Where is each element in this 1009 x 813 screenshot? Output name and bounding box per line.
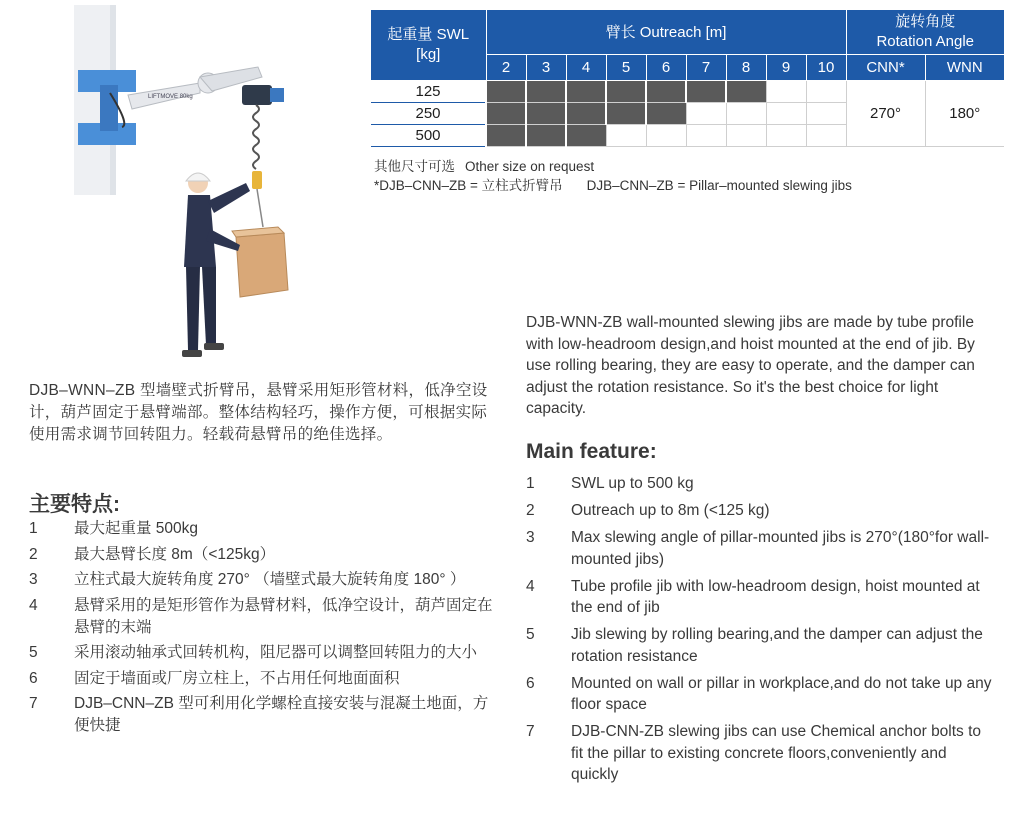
feature-text: 采用滚动轴承式回转机构，阻尼器可以调整回转阻力的大小 (74, 644, 478, 661)
wnn-rotation-angle: 180° (925, 80, 1004, 146)
outreach-tick: 4 (566, 54, 606, 80)
feature-item (526, 624, 996, 667)
cardboard-box (236, 233, 288, 297)
feature-item (526, 673, 996, 716)
outreach-cell-filled (686, 80, 726, 102)
outreach-cell-filled (566, 124, 606, 146)
swl-value: 125 (371, 80, 486, 102)
feature-number: 7 (526, 723, 535, 740)
feature-item (29, 595, 499, 639)
feature-number: 5 (29, 644, 38, 661)
swl-value: 250 (371, 102, 486, 124)
outreach-cell-filled (486, 102, 526, 124)
outreach-cell-empty (726, 102, 766, 124)
outreach-cell-empty (766, 80, 806, 102)
feature-text: Tube profile jib with low-headroom design, hoist mounted at the end of jib (571, 577, 980, 616)
outreach-cell-filled (606, 80, 646, 102)
feature-text: 最大悬臂长度 8m（<125kg） (74, 545, 276, 563)
outreach-cell-filled (526, 102, 566, 124)
feature-item (29, 518, 499, 540)
feature-item (526, 527, 996, 570)
outreach-cell-empty (766, 124, 806, 146)
outreach-tick: 5 (606, 54, 646, 80)
swl-header: 起重量 SWL [kg] (371, 10, 486, 80)
outreach-cell-filled (486, 80, 526, 102)
feature-text: Max slewing angle of pillar-mounted jibs is 270°(180°for wall-mounted jibs) (571, 529, 990, 568)
features-heading-chinese: 主要特点: (29, 493, 120, 516)
intro-chinese: DJB–WNN–ZB 型墙壁式折臂吊，悬臂采用矩形管材料，低净空设计，葫芦固定于悬臂端部。整体结构轻巧，操作方便，可根据实际使用需求调节回转阻力。轻载荷悬臂吊的绝佳选择。 (29, 382, 488, 443)
swl-value: 500 (371, 124, 486, 146)
feature-item (526, 473, 996, 495)
features-list-chinese (29, 518, 499, 741)
feature-item (526, 721, 996, 786)
outreach-cell-empty (806, 102, 846, 124)
features-heading-english: Main feature: (526, 440, 657, 463)
feature-text: Outreach up to 8m (<125 kg) (571, 502, 770, 519)
feature-number: 1 (29, 520, 38, 537)
feature-number: 5 (526, 626, 535, 643)
feature-item (29, 642, 499, 664)
feature-number: 7 (29, 695, 38, 712)
outreach-cell-filled (726, 80, 766, 102)
outreach-cell-empty (806, 124, 846, 146)
feature-text: 立柱式最大旋转角度 270° （墙壁式最大旋转角度 180° ） (74, 571, 466, 588)
rotation-angle-header: 旋转角度 Rotation Angle (846, 10, 1004, 54)
feature-text: 固定于墙面或厂房立柱上，不占用任何地面面积 (74, 669, 400, 687)
outreach-cell-filled (526, 80, 566, 102)
outreach-cell-filled (526, 124, 566, 146)
feature-item (29, 544, 499, 566)
feature-number: 2 (29, 545, 38, 563)
outreach-cell-filled (566, 80, 606, 102)
feature-number: 4 (29, 596, 38, 614)
feature-item (526, 500, 996, 522)
outreach-header: 臂长 Outreach [m] (486, 10, 846, 54)
outreach-tick: 2 (486, 54, 526, 80)
feature-item (29, 693, 499, 737)
feature-number: 1 (526, 475, 535, 492)
cnn-column-header: CNN* (846, 54, 925, 80)
outreach-cell-empty (686, 124, 726, 146)
outreach-cell-empty (806, 80, 846, 102)
outreach-cell-filled (606, 102, 646, 124)
hoist (242, 85, 272, 105)
feature-number: 6 (526, 674, 535, 692)
outreach-tick: 8 (726, 54, 766, 80)
feature-number: 4 (526, 577, 535, 595)
outreach-cell-empty (726, 124, 766, 146)
feature-item (29, 668, 499, 690)
feature-text: DJB-CNN-ZB slewing jibs can use Chemical anchor bolts to fit the pillar to existing concrete floors,conveniently and quickly (571, 723, 982, 783)
feature-item (29, 569, 499, 591)
wnn-column-header: WNN (925, 54, 1004, 80)
cnn-definition-note: *DJB–CNN–ZB = 立柱式折臂吊 DJB–CNN–ZB = Pillar–mounted slewing jibs (374, 178, 852, 193)
outreach-tick: 7 (686, 54, 726, 80)
feature-item (526, 576, 996, 619)
outreach-cell-empty (686, 102, 726, 124)
feature-number: 6 (29, 669, 38, 687)
table-notes (374, 157, 862, 195)
spec-row (371, 80, 1004, 102)
outreach-tick: 10 (806, 54, 846, 80)
outreach-cell-empty (766, 102, 806, 124)
jib-crane-illustration (70, 5, 310, 365)
outreach-cell-filled (646, 102, 686, 124)
intro-english: DJB-WNN-ZB wall-mounted slewing jibs are made by tube profile with low-headroom design,and hoist mounted at the end of jib. By use rolling bearing, they are easy to operate, and the damper can adjust the rotation resistance. So it's the best choice for light capacity. (526, 314, 975, 417)
feature-number: 2 (526, 502, 535, 519)
features-list-english (526, 473, 996, 791)
spec-table (371, 10, 1004, 147)
feature-number: 3 (526, 529, 535, 546)
outreach-tick: 6 (646, 54, 686, 80)
outreach-cell-empty (646, 124, 686, 146)
coiled-cable (253, 105, 259, 169)
feature-text: 悬臂采用的是矩形管作为悬臂材料，低净空设计，葫芦固定在悬臂的末端 (74, 596, 493, 636)
brand-label: LIFTMOVE 80kg (148, 94, 193, 100)
outreach-tick: 3 (526, 54, 566, 80)
outreach-tick: 9 (766, 54, 806, 80)
feature-text: Jib slewing by rolling bearing,and the damper can adjust the rotation resistance (571, 626, 983, 665)
feature-text: DJB–CNN–ZB 型可利用化学螺栓直接安装与混凝土地面，方便快捷 (74, 695, 489, 734)
outreach-cell-filled (566, 102, 606, 124)
outreach-cell-filled (646, 80, 686, 102)
other-size-note: 其他尺寸可选 Other size on request (374, 159, 595, 174)
feature-text: SWL up to 500 kg (571, 475, 694, 492)
outreach-cell-filled (486, 124, 526, 146)
cnn-rotation-angle: 270° (846, 80, 925, 146)
feature-number: 3 (29, 571, 38, 588)
feature-text: Mounted on wall or pillar in workplace,and do not take up any floor space (571, 674, 992, 713)
outreach-cell-empty (606, 124, 646, 146)
control-handle (252, 171, 262, 189)
feature-text: 最大起重量 500kg (74, 520, 199, 537)
